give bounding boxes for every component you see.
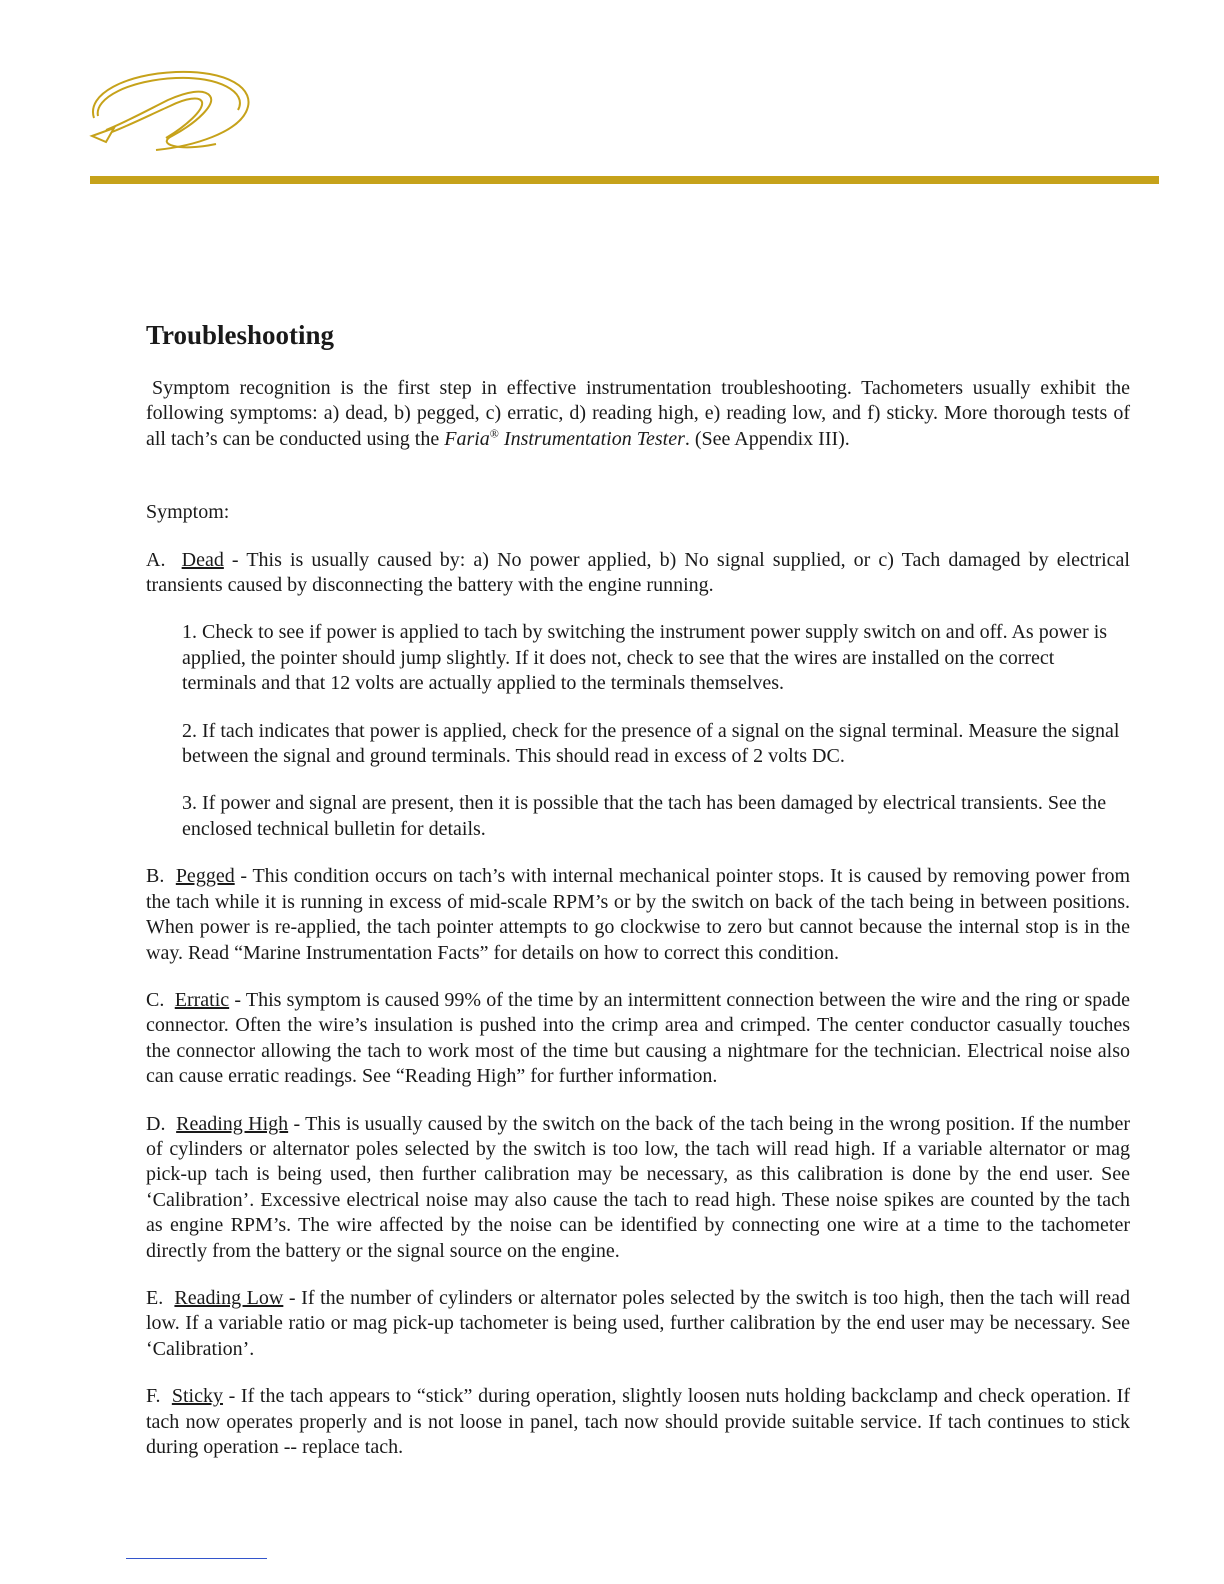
list-item: 1. Check to see if power is applied to tach by switching the instrument power supply switch on and off. As power is applied, the pointer should jump slightly. If it does not, check to see that the wires are installed on the correct terminals and that 12 volts are actually applied to the terminals themselves. — [182, 621, 1108, 695]
section-text: - This is usually caused by the switch on the back of the tach being in the wrong position. If the number of cylinders or alternator poles selected by the switch is too low, the tach will read high. If a variable alternator or mag pick-up tach is being used, then further calibration may be necessary, as this calibration is done by the end user. See ‘Calibration’. Excessive electrical noise may also cause the tach to read high. These noise spikes are counted by the tach as engine RPM’s. The wire affected by the noise can be identified by connecting one wire at a time to the tachometer directly from the battery or the signal source on the engine. — [146, 1112, 1131, 1262]
section-letter: C. — [146, 988, 165, 1011]
page-title: Troubleshooting — [146, 320, 335, 350]
section-letter: F. — [146, 1385, 161, 1408]
symptom-label: Symptom: — [146, 501, 230, 524]
section-text: - If the number of cylinders or alternator poles selected by the switch is too high, then the tach will read low. If a variable ratio or mag pick-up tachometer is being used, further calibration by the end user may be necessary. See ‘Calibration’. — [146, 1286, 1130, 1360]
section-term: Sticky — [171, 1385, 223, 1408]
faria-swoosh-logo-icon — [86, 66, 256, 158]
intro-text-2: . (See Appendix III). — [684, 427, 850, 450]
faria-brand: Faria — [444, 427, 490, 450]
section-term: Reading High — [176, 1112, 289, 1135]
section-pegged — [146, 864, 1130, 966]
registered-mark: ® — [489, 426, 499, 441]
section-text: - This is usually caused by: a) No power applied, b) No signal supplied, or c) Tach damaged by electrical transients caused by disconnecting the battery with the engine running. — [146, 548, 1130, 597]
document-body — [146, 318, 1130, 1482]
section-term: Pegged — [175, 865, 235, 888]
section-text: - This condition occurs on tach’s with internal mechanical pointer stops. It is caused by removing power from the tach while it is running in excess of mid-scale RPM’s or by the switch on back of the tach being in between positions. When power is re-applied, the tach pointer attempts to go clockwise to zero but cannot because the internal stop is in the way. Read “Marine Instrumentation Facts” for details on how to correct this condition. — [146, 865, 1131, 964]
section-term: Erratic — [174, 988, 230, 1011]
section-text: - If the tach appears to “stick” during operation, slightly loosen nuts holding backclamp and check operation. If tach now operates properly and is not loose in panel, tach now should provide suitable service. If tach continues to stick during operation -- replace tach. — [146, 1385, 1130, 1458]
dead-steps-list — [182, 620, 1130, 842]
list-item: 2. If tach indicates that power is applied, check for the presence of a signal on the signal terminal. Measure the signal between the signal and ground terminals. This should read in excess of 2 volts DC. — [182, 719, 1120, 768]
section-letter: A. — [146, 548, 166, 571]
footnote-rule — [126, 1558, 267, 1559]
section-reading-low — [146, 1286, 1130, 1362]
section-letter: E. — [146, 1286, 164, 1309]
section-reading-high — [146, 1112, 1130, 1264]
header-gold-rule — [90, 176, 1159, 184]
instrumentation-tester-name: Instrumentation Tester — [498, 427, 685, 450]
section-term: Dead — [181, 548, 224, 571]
section-letter: B. — [146, 865, 165, 888]
section-sticky — [146, 1384, 1130, 1460]
intro-paragraph — [146, 376, 1130, 452]
section-text: - This symptom is caused 99% of the time by an intermittent connection between the wire and the ring or spade connector. Often the wire’s insulation is pushed into the crimp area and crimped. The center conductor casually touches the connector allowing the tach to work most of the time but causing a nightmare for the technician. Electrical noise also can cause erratic readings. See “Reading High” for further information. — [146, 988, 1131, 1088]
section-erratic — [146, 988, 1130, 1090]
section-term: Reading Low — [174, 1286, 284, 1309]
intro-text-1: Symptom recognition is the first step in effective instrumentation troubleshooting. Tachometers usually exhibit the following symptoms: a) dead, b) pegged, c) erratic, d) reading high, e) reading low, and f) sticky. More thorough tests of all tach’s can be conducted using the — [146, 377, 1130, 450]
section-dead — [146, 548, 1130, 599]
section-letter: D. — [146, 1112, 166, 1135]
list-item: 3. If power and signal are present, then it is possible that the tach has been damaged by electrical transients. See the enclosed technical bulletin for details. — [182, 792, 1107, 840]
